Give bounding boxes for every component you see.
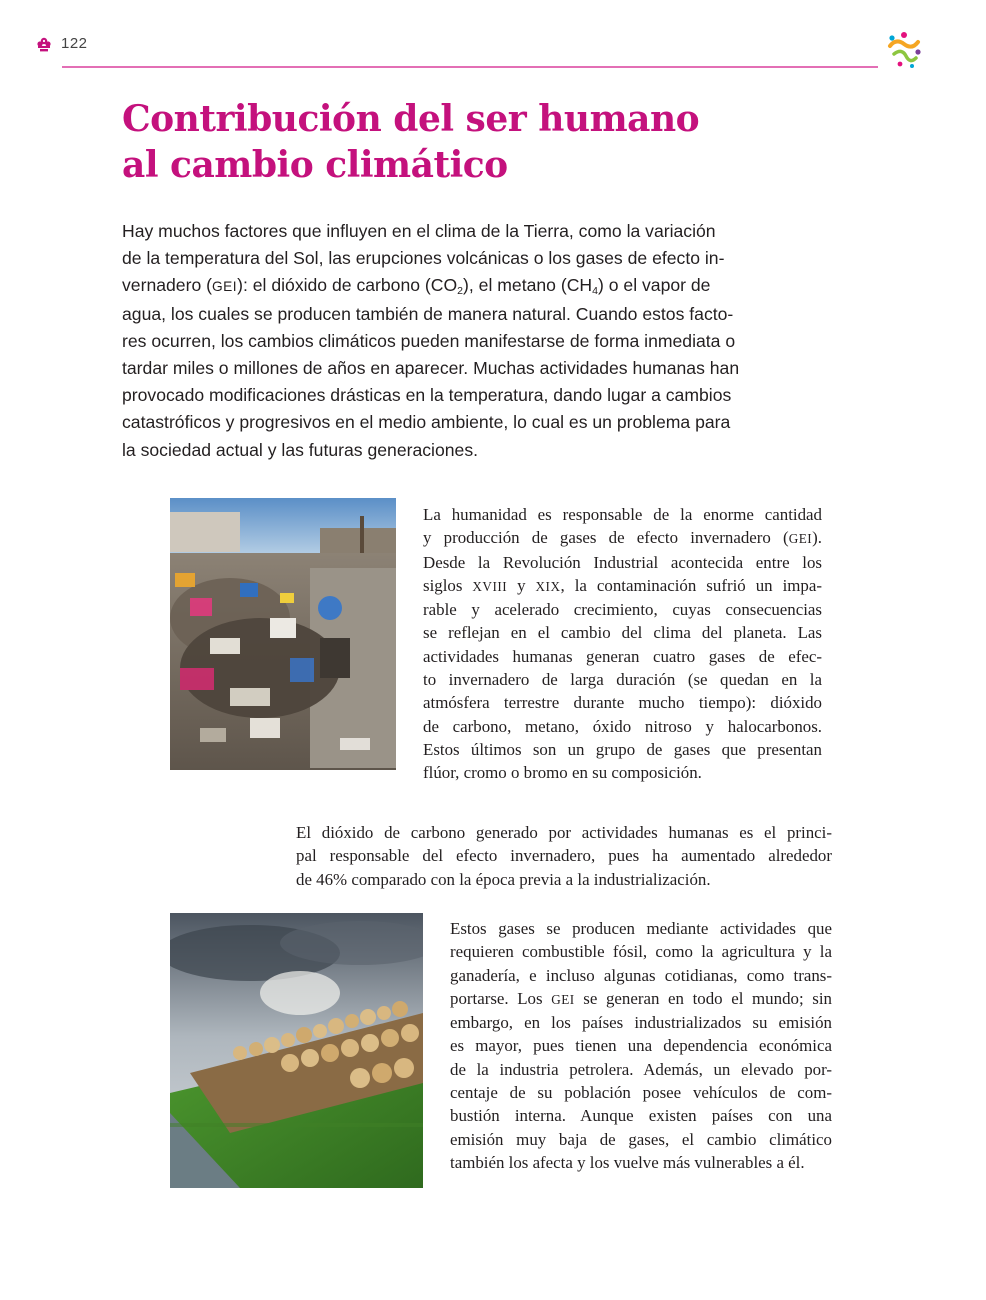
- paragraph-line: y producción de gases de efecto invernadero (GEI).: [423, 528, 822, 548]
- intro-line: provocado modificaciones drásticas en la temperatura, dando lugar a cambios: [122, 385, 732, 406]
- paragraph-line: se reflejan en el cambio del clima del planeta. Las: [423, 623, 822, 643]
- paragraph-line: embargo, en los países industrializados su emisión: [450, 1013, 832, 1033]
- paragraph-line: atmósfera terrestre durante mucho tiempo): dióxido: [423, 693, 822, 713]
- page-number: 122: [61, 35, 88, 52]
- paragraph-line: pal responsable del efecto invernadero, pues ha aumentado alrededor: [296, 846, 832, 866]
- human-responsibility-paragraph: [423, 503, 822, 785]
- paragraph-line: flúor, cromo o bromo en su composición.: [423, 763, 702, 783]
- intro-line: res ocurren, los cambios climáticos pueden manifestarse de forma inmediata o: [122, 330, 736, 351]
- paragraph-line: es mayor, pues tienen una dependencia económica: [450, 1036, 832, 1056]
- intro-line: agua, los cuales se producen también de manera natural. Cuando estos facto-: [122, 303, 734, 324]
- intro-line: la sociedad actual y las futuras generaciones.: [122, 439, 478, 460]
- intro-line: catastróficos y progresivos en el medio ambiente, lo cual es un problema para: [122, 412, 731, 433]
- gei-abbreviation: GEI: [211, 279, 238, 295]
- gei-abbreviation: GEI: [788, 531, 813, 547]
- paragraph-line: Estos últimos son un grupo de gases que presentan: [423, 739, 822, 759]
- paragraph-line: de la industria petrolera. Además, un elevado por-: [450, 1059, 832, 1079]
- page-header: [0, 0, 986, 80]
- paragraph-line: bustión interna. Aunque existen países con una: [450, 1106, 832, 1126]
- header-rule: [62, 66, 878, 68]
- intro-line: de la temperatura del Sol, las erupciones volcánicas o los gases de efecto in-: [122, 248, 725, 269]
- gei-abbreviation: GEI: [551, 991, 575, 1007]
- paragraph-line: centaje de su población posee vehículos de com-: [450, 1083, 832, 1103]
- paragraph-line: requieren combustible fósil, como la agricultura y la: [450, 942, 832, 962]
- title-line-1: Contribución del ser humano: [122, 98, 700, 140]
- paragraph-line: portarse. Los GEI se generan en todo el mundo; sin: [450, 988, 832, 1008]
- page-title: [122, 96, 822, 188]
- colorful-dancer-logo-icon: [882, 28, 926, 72]
- paragraph-line: siglos XVIII y XIX, la contaminación sufrió un impa-: [423, 575, 822, 595]
- garbage-dump-photo: [170, 498, 396, 770]
- subscript-2: 2: [457, 285, 464, 298]
- paragraph-line: Estos gases se producen mediante actividades que: [450, 919, 832, 938]
- paragraph-line: actividades humanas generan cuatro gases de efec-: [423, 646, 822, 666]
- title-line-2: al cambio climático: [122, 144, 508, 186]
- century-xix: XIX: [535, 578, 561, 594]
- paragraph-line: rable y acelerado crecimiento, cuyas consecuencias: [423, 600, 822, 620]
- paragraph-line: emisión muy baja de gases, el cambio climático: [450, 1129, 832, 1149]
- intro-line: tardar miles o millones de años en aparecer. Muchas actividades humanas han: [122, 358, 740, 379]
- cut-logs-photo: [170, 913, 423, 1188]
- century-xviii: XVIII: [472, 578, 508, 594]
- paragraph-line: to invernadero de larga duración (se quedan en la: [423, 670, 822, 690]
- subscript-4: 4: [592, 285, 598, 298]
- intro-line: Hay muchos factores que influyen en el clima de la Tierra, como la variación: [122, 221, 716, 241]
- intro-line: vernadero (GEI): el dióxido de carbono $(CO_2)$, el metano $(CH_4)$ o el vapor de: [122, 275, 711, 298]
- paragraph-line: también los afecta y los vuelve más vulnerables a él.: [450, 1152, 805, 1172]
- fossil-fuel-paragraph: [450, 917, 832, 1174]
- paragraph-line: de 46% comparado con la época previa a la industrialización.: [296, 869, 711, 889]
- intro-paragraph: [122, 218, 754, 464]
- paragraph-line: La humanidad es responsable de la enorme cantidad: [423, 505, 822, 524]
- paragraph-line: Desde la Revolución Industrial acontecida entre los: [423, 552, 822, 572]
- paragraph-line: de carbono, metano, óxido nitroso y halocarbonos.: [423, 716, 822, 736]
- paragraph-line: El dióxido de carbono generado por actividades humanas es el princi-: [296, 823, 832, 842]
- paragraph-line: ganadería, e incluso algunas cotidianas, como trans-: [450, 965, 832, 985]
- flower-ornament-icon: [34, 34, 54, 54]
- carbon-dioxide-paragraph: [296, 821, 832, 891]
